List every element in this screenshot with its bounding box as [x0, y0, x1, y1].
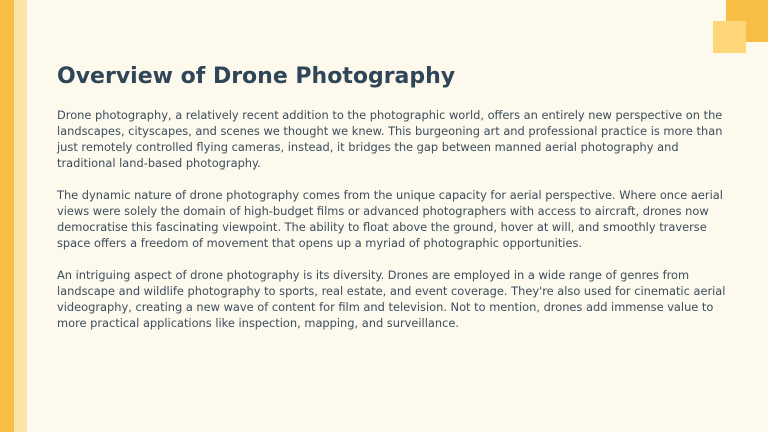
paragraph-intro: Drone photography, a relatively recent addition to the photographic world, offers an entirely new perspective on the landscapes, cityscapes, and scenes we thought we knew. This burgeoning art and professional practice is more than just remotely controlled flying cameras, instead, it bridges the gap between manned aerial photography and traditional land-based photography. [57, 108, 723, 170]
left-accent-stripe-light [14, 0, 27, 432]
left-accent-stripe-dark [0, 0, 14, 432]
paragraph-aerial-perspective: The dynamic nature of drone photography comes from the unique capacity for aerial perspective. Where once aerial views were solely the domain of high-budget films or advanced photographers with access to aircraft, drones now democratise this fascinating viewpoint. The ability to float above the ground, hover at will, and smoothly traverse space offers a freedom of movement that opens up a myriad of photographic opportunities. [57, 188, 723, 250]
slide-title: Overview of Drone Photography [57, 64, 456, 89]
slide-content [57, 62, 727, 347]
paragraph-diversity: An intriguing aspect of drone photography is its diversity. Drones are employed in a wide range of genres from landscape and wildlife photography to sports, real estate, and event coverage. They're also used for cinematic aerial videography, creating a new wave of content for film and television. Not to mention, drones add immense value to more practical applications like inspection, mapping, and surveillance. [57, 268, 726, 330]
corner-accent-square-front [713, 21, 746, 53]
